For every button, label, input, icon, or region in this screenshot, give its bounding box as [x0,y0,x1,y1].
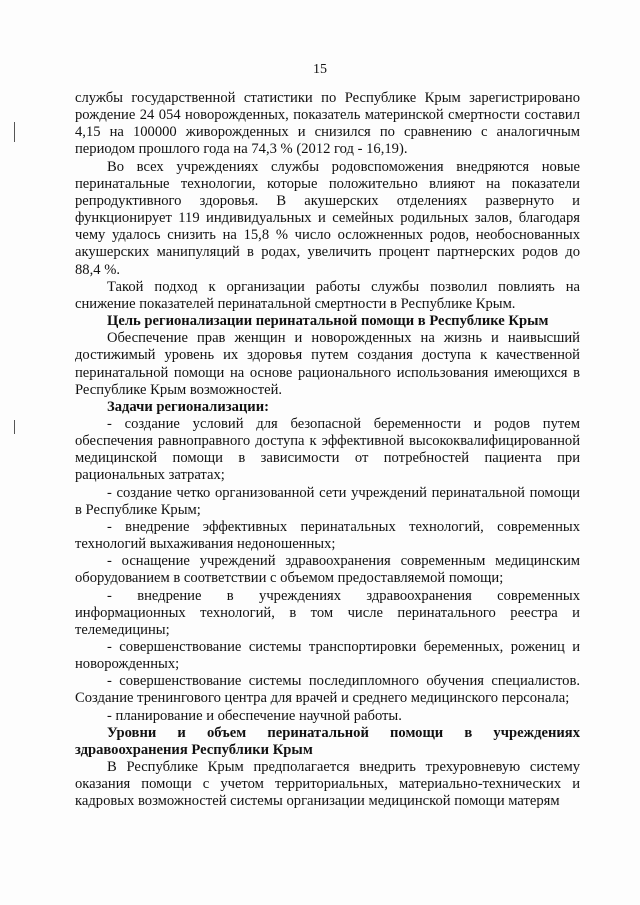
task-item: - совершенствование системы последипломного обучения специалистов. Создание тренингового центра для врачей и среднего медицинского персонала; [75,673,580,707]
task-item: - оснащение учреждений здравоохранения современным медицинским оборудованием в соответствии с объемом предоставляемой помощи; [75,553,580,587]
page-number: 15 [313,62,327,77]
heading-levels: Уровни и объем перинатальной помощи в учреждениях здравоохранения Республики Крым [75,724,580,758]
paragraph-goal: Обеспечение прав женщин и новорожденных на жизнь и наивысший достижимый уровень их здоровья путем создания доступа к качественной перинатальной помощи на основе рационального использования имеющихся в Республике Крым возможностей. [75,330,580,398]
task-item: - создание условий для безопасной беременности и родов путем обеспечения равноправного доступа к эффективной высококвалифицированной медицинской помощи в зависимости от потребностей пациента при рациональных затратах; [75,415,580,484]
paragraph-technologies: Во всех учреждениях службы родовспоможения внедряются новые перинатальные технологии, которые положительно влияют на показатели репродуктивного здоровья. В акушерских отделениях развернуто и функционирует 119 индивидуальных и семейных родильных залов, благодаря чему удалось снизить на 15,8 % число осложненных родов, необоснованных акушерских манипуляций в родах, увеличить процент партнерских родов до 88,4 %. [75,158,580,278]
scan-margin-mark [14,122,15,142]
heading-goal: Цель регионализации перинатальной помощи в Республике Крым [107,313,549,330]
heading-tasks: Задачи регионализации: [107,398,269,415]
task-item: - внедрение эффективных перинатальных технологий, современных технологий выхаживания недоношенных; [75,518,580,553]
paragraph-statistics: службы государственной статистики по Республике Крым зарегистрировано рождение 24 054 новорожденных, показатель материнской смертности составил 4,15 на 100000 живорожденных и снизился по сравнению с аналогичным периодом прошлого года на 74,3 % (2012 год - 16,19). [75,90,580,158]
scan-margin-mark [14,420,15,434]
task-item: - создание четко организованной сети учреждений перинатальной помощи в Республике Крым; [75,484,580,518]
task-item: - совершенствование системы транспортировки беременных, рожениц и новорожденных; [75,639,580,673]
task-item: - внедрение в учреждениях здравоохранения современных информационных технологий, в том числе перинатального реестра и телемедицины; [75,587,580,638]
task-item: - планирование и обеспечение научной работы. [107,707,402,724]
document-body [75,90,580,811]
paragraph-levels: В Республике Крым предполагается внедрить трехуровневую систему оказания помощи с учетом территориальных, материально-технических и кадровых возможностей системы организации медицинской помощи матерям [75,759,580,810]
paragraph-approach: Такой подход к организации работы службы позволил повлиять на снижение показателей перинатальной смертности в Республике Крым. [75,278,580,312]
